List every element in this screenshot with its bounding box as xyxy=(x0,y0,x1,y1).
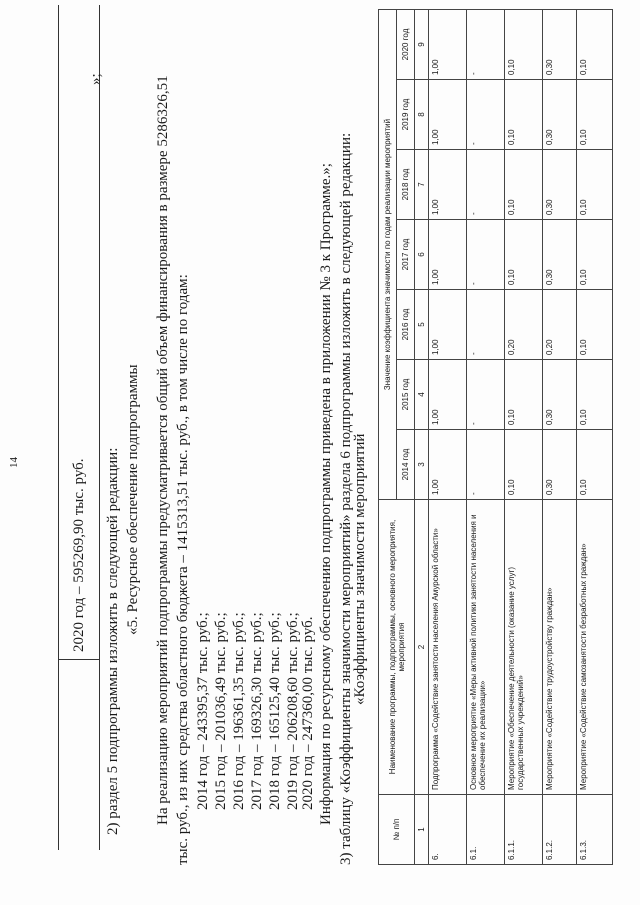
header-year: 2020 год xyxy=(397,9,415,79)
table-row xyxy=(543,9,577,864)
year-line: 2017 год – 169326,30 тыс. руб.; xyxy=(249,612,265,810)
row-value: 1,00 xyxy=(429,360,467,430)
year-line: 2019 год – 206208,60 тыс. руб.; xyxy=(285,612,301,810)
item-2-text: 2) раздел 5 подпрограммы изложить в следующей редакции: xyxy=(105,447,121,835)
column-number: 4 xyxy=(415,360,429,430)
row-value: 1,00 xyxy=(429,430,467,500)
row-number: 6.1.2. xyxy=(543,795,577,865)
row-value: 0,10 xyxy=(577,290,613,360)
section-title: «5. Ресурсное обеспечение подпрограммы xyxy=(125,364,141,635)
row-number: 6.1. xyxy=(467,795,505,865)
column-number: 8 xyxy=(415,80,429,150)
row-value: 0,10 xyxy=(577,360,613,430)
row-value: 0,10 xyxy=(505,9,543,79)
year-line: 2020 год – 247360,00 тыс. руб. xyxy=(300,616,316,810)
column-number: 1 xyxy=(415,795,429,865)
row-value: 0,30 xyxy=(543,80,577,150)
row-value: 1,00 xyxy=(429,9,467,79)
row-value: 0,10 xyxy=(505,150,543,220)
header-year: 2014 год xyxy=(397,430,415,500)
header-year: 2015 год xyxy=(397,360,415,430)
top-table-value: 2020 год – 595269,90 тыс. руб. xyxy=(71,458,87,652)
row-value: 0,10 xyxy=(577,9,613,79)
row-name: Мероприятие «Содействие трудоустройству граждан» xyxy=(543,500,577,795)
column-number: 9 xyxy=(415,9,429,79)
row-value: 0,10 xyxy=(577,150,613,220)
row-number: 6. xyxy=(429,795,467,865)
year-line: 2014 год – 243395,37 тыс. руб.; xyxy=(195,612,211,810)
year-line: 2015 год – 201036,49 тыс. руб.; xyxy=(213,612,229,810)
row-value: 1,00 xyxy=(429,150,467,220)
coefficients-table xyxy=(378,9,613,865)
header-year: 2018 год xyxy=(397,150,415,220)
row-value: - xyxy=(467,150,505,220)
closing-mark: »; xyxy=(88,73,104,85)
column-number: 2 xyxy=(415,500,429,795)
row-number: 6.1.3. xyxy=(577,795,613,865)
column-number-row xyxy=(415,9,429,864)
row-value: 1,00 xyxy=(429,290,467,360)
table-row xyxy=(577,9,613,864)
row-value: 1,00 xyxy=(429,80,467,150)
row-value: 0,20 xyxy=(543,290,577,360)
row-value: 0,10 xyxy=(577,80,613,150)
row-value: - xyxy=(467,290,505,360)
column-number: 6 xyxy=(415,220,429,290)
table-row xyxy=(505,9,543,864)
row-value: 0,10 xyxy=(505,430,543,500)
row-value: - xyxy=(467,9,505,79)
info-line: Информация по ресурсному обеспечению подпрограммы приведена в приложении № 3 к Программе.»; xyxy=(318,163,334,825)
page-number: 14 xyxy=(8,457,20,468)
row-value: 1,00 xyxy=(429,220,467,290)
row-value: 0,10 xyxy=(577,220,613,290)
item-3-text: 3) таблицу «Коэффициенты значимости мероприятий» раздела 6 подпрограммы изложить в следующей редакции: xyxy=(338,132,354,865)
row-name: Мероприятие «Содействие самозанятости безработных граждан» xyxy=(577,500,613,795)
row-name: Мероприятие «Обеспечение деятельности (оказание услуг) государственных учреждений» xyxy=(505,500,543,795)
row-name: Основное мероприятие «Меры активной политики занятости населения и обеспечение их реализации» xyxy=(467,500,505,795)
row-value: 0,10 xyxy=(505,360,543,430)
row-value: - xyxy=(467,80,505,150)
row-value: 0,30 xyxy=(543,430,577,500)
row-value: 0,30 xyxy=(543,360,577,430)
header-number: № п/п xyxy=(379,795,415,865)
column-number: 7 xyxy=(415,150,429,220)
header-group: Значение коэффициента значимости по годам реализации мероприятий xyxy=(379,9,397,499)
row-value: 0,20 xyxy=(505,290,543,360)
top-table-fragment xyxy=(58,5,100,850)
header-year: 2017 год xyxy=(397,220,415,290)
row-number: 6.1.1. xyxy=(505,795,543,865)
table-row xyxy=(429,9,467,864)
row-value: 0,10 xyxy=(505,220,543,290)
row-value: 0,10 xyxy=(505,80,543,150)
row-value: - xyxy=(467,360,505,430)
row-value: - xyxy=(467,220,505,290)
table-title: «Коэффициенты значимости мероприятий xyxy=(352,433,368,705)
year-line: 2016 год – 196361,35 тыс. руб.; xyxy=(231,612,247,810)
header-name: Наименование программы, подпрограммы, основного мероприятия, мероприятия xyxy=(379,500,415,795)
funding-line-2: тыс. руб., из них средства областного бюджета – 1415313,51 тыс. руб., в том числе по годам: xyxy=(175,274,191,865)
table-divider xyxy=(59,659,99,660)
column-number: 3 xyxy=(415,430,429,500)
column-number: 5 xyxy=(415,290,429,360)
row-value: 0,30 xyxy=(543,9,577,79)
table-row xyxy=(467,9,505,864)
year-line: 2018 год – 165125,40 тыс. руб.; xyxy=(267,612,283,810)
row-value: 0,30 xyxy=(543,150,577,220)
row-name: Подпрограмма «Содействие занятости населения Амурской области» xyxy=(429,500,467,795)
header-year: 2016 год xyxy=(397,290,415,360)
row-value: 0,10 xyxy=(577,430,613,500)
row-value: - xyxy=(467,430,505,500)
row-value: 0,30 xyxy=(543,220,577,290)
funding-line-1: На реализацию мероприятий подпрограммы предусматривается общий объем финансирования в размере 5286326,51 xyxy=(155,75,171,825)
header-year: 2019 год xyxy=(397,80,415,150)
